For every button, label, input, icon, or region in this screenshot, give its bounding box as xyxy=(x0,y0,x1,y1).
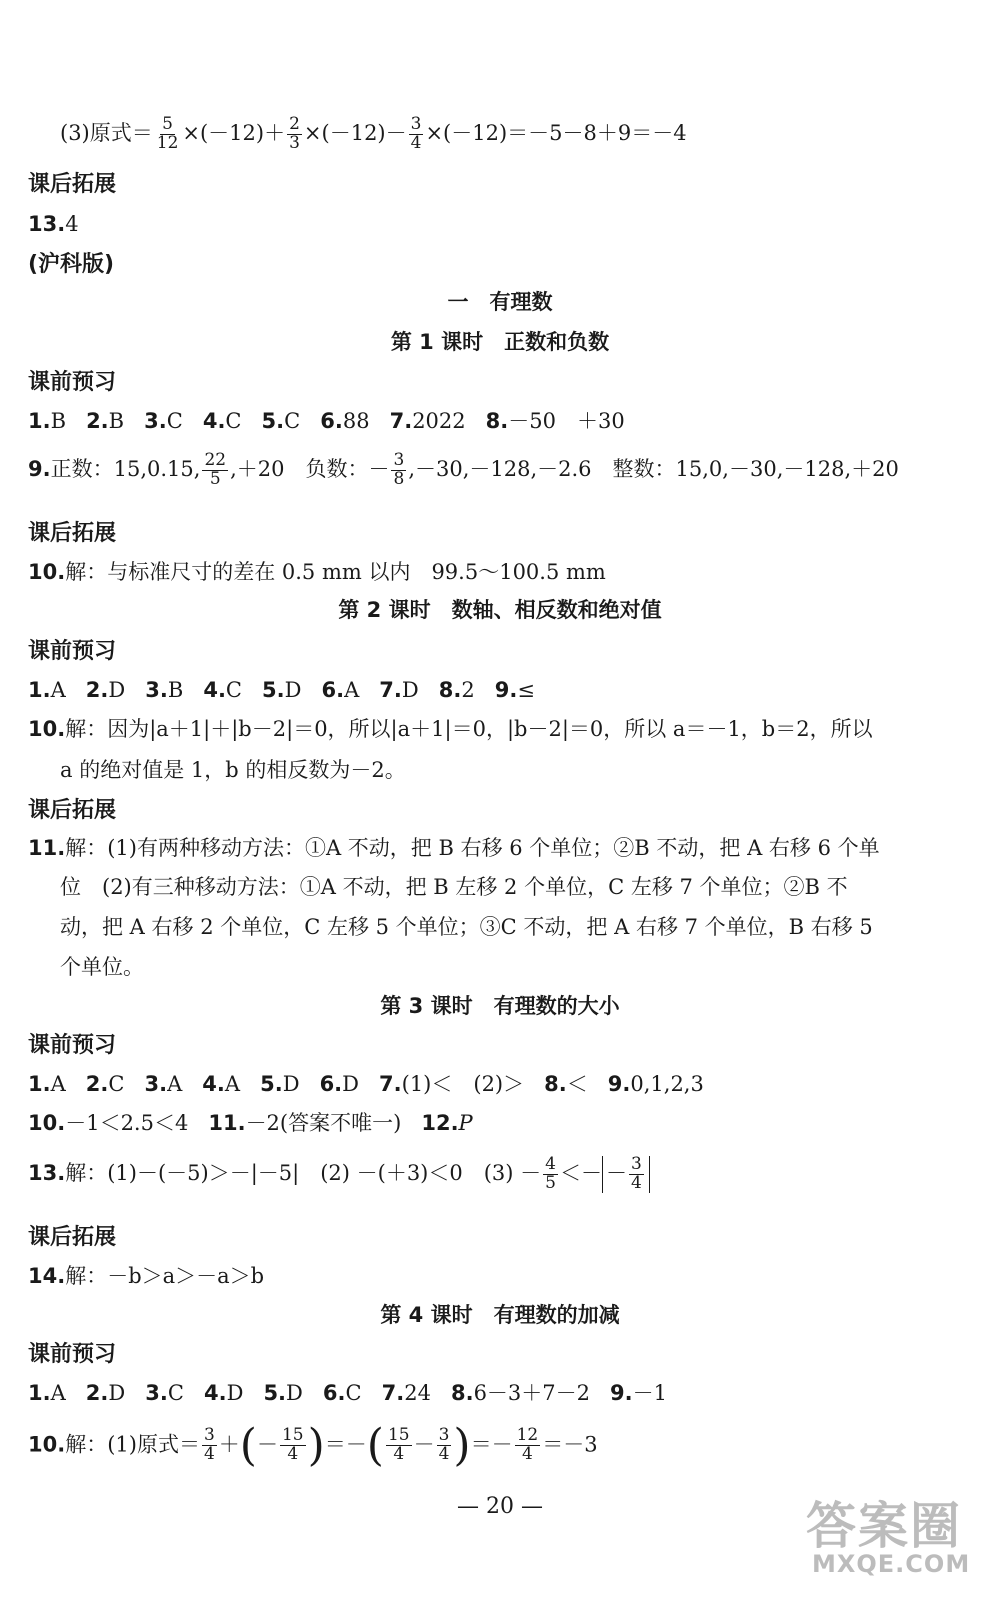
answer-line: 动，把 A 右移 2 个单位，C 左移 5 个单位；③C 不动，把 A 右移 7 个单位，B 右移 5 xyxy=(60,915,873,939)
fraction: $\frac{22}{5}$ xyxy=(204,450,227,489)
section-heading: 课后拓展 xyxy=(28,1225,117,1250)
paren-open: ( xyxy=(239,1420,257,1471)
section-heading: 课前预习 xyxy=(28,370,117,395)
section-heading: 课后拓展 xyxy=(28,521,117,546)
fraction: $\frac{3}{4}$ xyxy=(631,1154,642,1193)
answer-line: 1.A 2.D 3.B 4.C 5.D 6.A 7.D 8.2 9.≤ xyxy=(28,678,535,702)
fraction: $\frac{3}{8}$ xyxy=(393,450,405,489)
fraction: $\frac{15}{4}$ xyxy=(387,1425,410,1465)
section-heading: 课后拓展 xyxy=(28,172,117,197)
answer-line: 1.A 2.C 3.A 4.A 5.D 6.D 7.(1)＜ (2)＞ 8.＜ 9.0,1,2,3 xyxy=(28,1072,704,1096)
answer-line: 10.解：因为|a＋1|＋|b－2|＝0，所以|a＋1|＝0，|b－2|＝0，所以 a＝－1，b＝2，所以 xyxy=(28,717,873,741)
page-number: — 20 — xyxy=(457,1494,543,1519)
answer-line: (3)原式＝ $\frac{5}{12}$ ×(－12)＋ $\frac{2}{3}$ ×(－12)－ $\frac{3}{4}$ ×(－12)＝－5－8＋9＝－4 xyxy=(60,114,687,153)
answer-line: 9.正数：15,0.15, $\frac{22}{5}$ ,＋20 负数：－ $\frac{3}{8}$ ,－30,－128,－2.6 整数：15,0,－30,－128,＋20 xyxy=(28,450,899,489)
lesson-title: 第 3 课时 有理数的大小 xyxy=(380,994,620,1018)
answer-line: 14.解：－b＞a＞－a＞b xyxy=(28,1264,265,1288)
section-heading: 课前预习 xyxy=(28,639,117,664)
fraction: $\frac{3}{4}$ xyxy=(410,114,422,153)
watermark-logo: 答案圈 MXQE.COM xyxy=(806,1497,971,1578)
lesson-title: 第 1 课时 正数和负数 xyxy=(390,330,610,354)
section-heading: 课前预习 xyxy=(28,1033,117,1058)
absolute-value: － $\frac{3}{4}$ xyxy=(602,1156,650,1193)
fraction: $\frac{4}{5}$ xyxy=(545,1154,556,1193)
paren-close: ) xyxy=(453,1420,471,1471)
lesson-title: 第 2 课时 数轴、相反数和绝对值 xyxy=(338,598,662,622)
fraction: $\frac{3}{4}$ xyxy=(438,1425,450,1465)
fraction: $\frac{5}{12}$ xyxy=(156,114,179,153)
answer-line: 13.4 xyxy=(28,212,79,236)
fraction: $\frac{15}{4}$ xyxy=(281,1425,304,1465)
answer-line: a 的绝对值是 1，b 的相反数为－2。 xyxy=(60,758,406,782)
answer-line: 13.解：(1)－(－5)＞－|－5| (2) －(＋3)＜0 (3) － $\frac{4}{5}$ ＜－ － $\frac{3}{4}$ xyxy=(28,1156,650,1193)
answer-line: 位 (2)有三种移动方法：①A 不动，把 B 左移 2 个单位，C 左移 7 个单位；②B 不 xyxy=(60,875,848,899)
section-heading: 课前预习 xyxy=(28,1342,117,1367)
answer-line: 个单位。 xyxy=(60,955,144,979)
answer-line: 1.A 2.D 3.C 4.D 5.D 6.C 7.24 8.6－3＋7－2 9.－1 xyxy=(28,1381,668,1405)
paren-open: ( xyxy=(366,1420,384,1471)
paren-close: ) xyxy=(307,1420,325,1471)
answer-line: 11.解：(1)有两种移动方法：①A 不动，把 B 右移 6 个单位；②B 不动，把 A 右移 6 个单 xyxy=(28,836,880,860)
fraction: $\frac{2}{3}$ xyxy=(289,114,300,153)
fraction: $\frac{12}{4}$ xyxy=(516,1425,539,1465)
chapter-title: 一 有理数 xyxy=(447,290,553,314)
answer-line: 10.解：与标准尺寸的差在 0.5 mm 以内 99.5～100.5 mm xyxy=(28,560,606,584)
lesson-title: 第 4 课时 有理数的加减 xyxy=(380,1303,620,1327)
answer-line: 1.B 2.B 3.C 4.C 5.C 6.88 7.2022 8.－50 ＋30 xyxy=(28,409,625,433)
edition-label: (沪科版) xyxy=(28,252,115,277)
text: (3)原式＝ xyxy=(60,120,153,145)
answer-line: 10.解：(1)原式＝ $\frac{3}{4}$ ＋(－ $\frac{15}{4}$ )＝－( $\frac{15}{4}$ － $\frac{3}{4}$ )＝－ $\frac{12}{4}$ ＝－3 xyxy=(28,1420,598,1471)
section-heading: 课后拓展 xyxy=(28,798,117,823)
fraction: $\frac{3}{4}$ xyxy=(203,1425,215,1465)
answer-line: 10.－1＜2.5＜4 11.－2(答案不唯一) 12.P xyxy=(28,1111,473,1135)
